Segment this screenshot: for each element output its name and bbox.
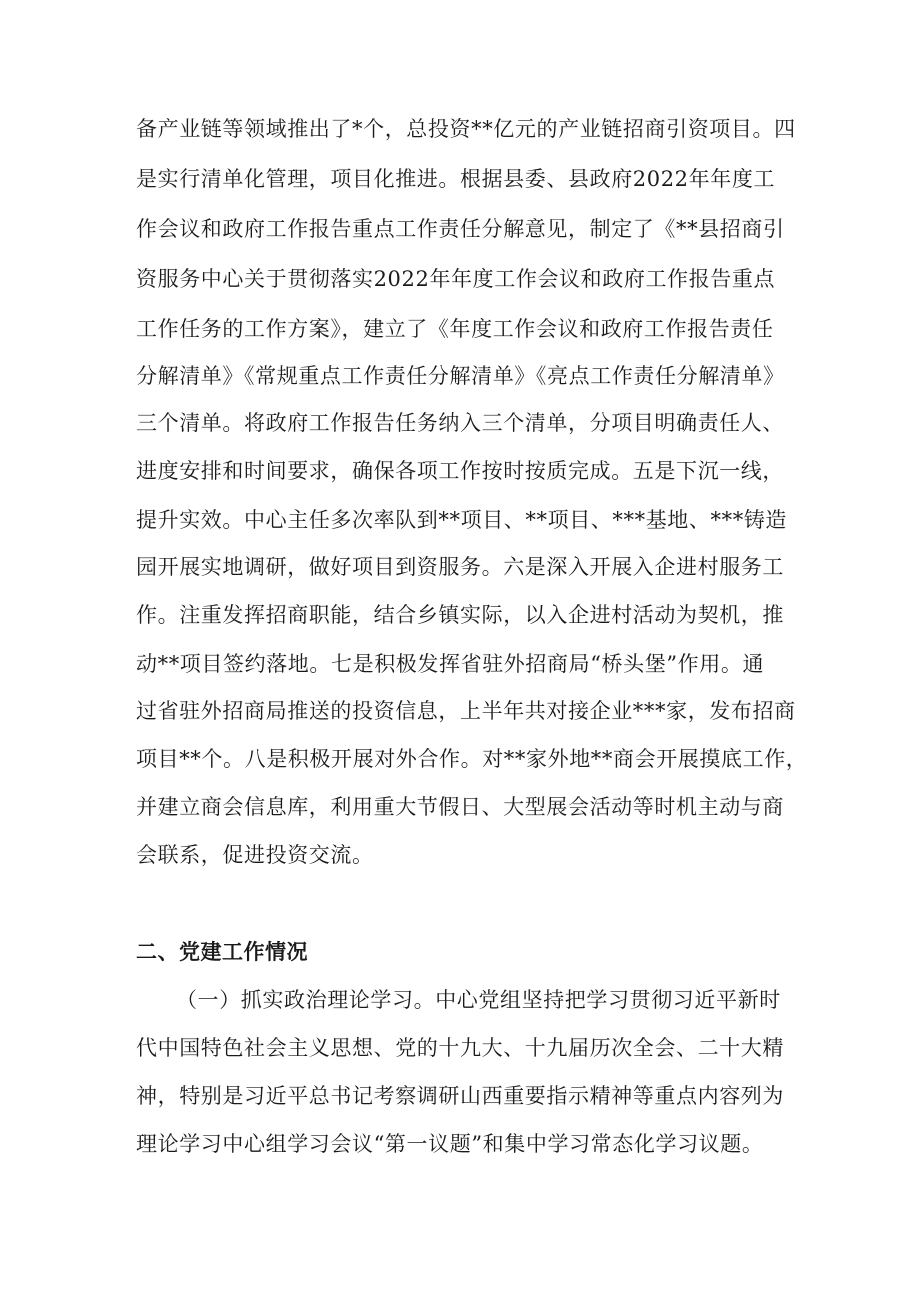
paragraph-line: 动**项目签约落地。七是积极发挥省驻外招商局“桥头堡”作用。通 (136, 652, 765, 676)
paragraph-line: 神，特别是习近平总书记考察调研山西重要指示精神等重点内容列为 (136, 1084, 784, 1108)
paragraph-line: 园开展实地调研，做好项目到资服务。六是深入开展入企进村服务工 (136, 555, 784, 579)
paragraph-line: 三个清单。将政府工作报告任务纳入三个清单，分项目明确责任人、 (136, 411, 784, 435)
paragraph-line: 资服务中心关于贯彻落实2022年年度工作会议和政府工作报告重点 (136, 267, 776, 291)
paragraph-line: 理论学习中心组学习会议“第一议题”和集中学习常态化学习议题。 (136, 1132, 764, 1156)
paragraph-line: 会联系，促进投资交流。 (136, 843, 374, 867)
paragraph-line: 工作任务的工作方案》，建立了《年度工作会议和政府工作报告责任 (136, 317, 774, 341)
paragraph-line: 并建立商会信息库，利用重大节假日、大型展会活动等时机主动与商 (136, 795, 784, 819)
paragraph-line: （一）抓实政治理论学习。中心党组坚持把学习贯彻习近平新时 (176, 988, 781, 1012)
paragraph-line: 过省驻外招商局推送的投资信息，上半年共对接企业***家，发布招商 (136, 699, 796, 723)
paragraph-line: 备产业链等领域推出了*个，总投资**亿元的产业链招商引资项目。四 (136, 117, 796, 141)
paragraph-line: 代中国特色社会主义思想、党的十九大、十九届历次全会、二十大精 (136, 1036, 784, 1060)
paragraph-line: 作。注重发挥招商职能，结合乡镇实际，以入企进村活动为契机，推 (136, 603, 784, 627)
section-heading: 二、党建工作情况 (136, 940, 308, 964)
paragraph-line: 提升实效。中心主任多次率队到**项目、**项目、***基地、***铸造 (136, 508, 787, 532)
paragraph-line: 是实行清单化管理，项目化推进。根据县委、县政府2022年年度工 (136, 167, 776, 191)
paragraph-line: 分解清单》《常规重点工作责任分解清单》《亮点工作责任分解清单》 (136, 364, 785, 388)
paragraph-line: 作会议和政府工作报告重点工作责任分解意见，制定了《**县招商引 (136, 217, 785, 241)
paragraph-line: 进度安排和时间要求，确保各项工作按时按质完成。五是下沉一线， (136, 459, 784, 483)
paragraph-line: 项目**个。八是积极开展对外合作。对**家外地**商会开展摸底工作， (136, 747, 808, 771)
